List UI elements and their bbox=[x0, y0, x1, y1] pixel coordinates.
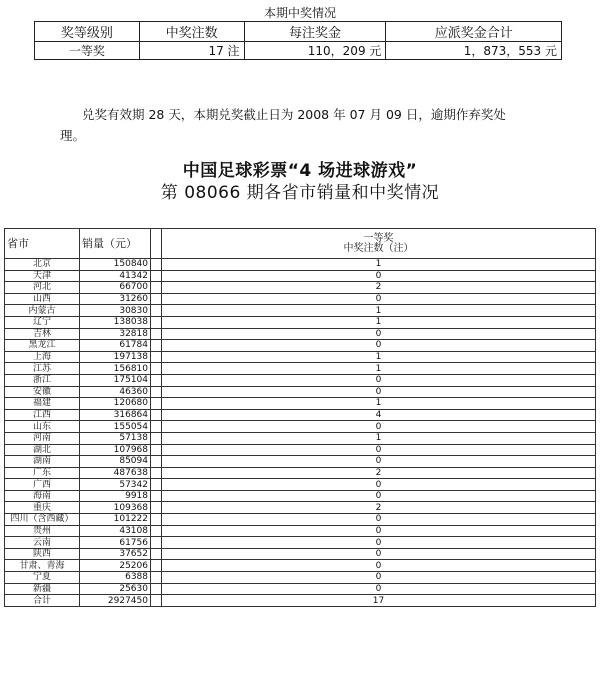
table-row bbox=[5, 572, 596, 584]
table-row bbox=[5, 537, 596, 549]
sales-cell: 66700 bbox=[80, 282, 151, 294]
province-cell: 浙江 bbox=[5, 374, 80, 386]
award-count-cell: 0 bbox=[162, 340, 596, 352]
spacer-cell bbox=[151, 270, 162, 282]
spacer-cell bbox=[151, 305, 162, 317]
header-spacer bbox=[151, 229, 162, 259]
award-count-cell: 0 bbox=[162, 444, 596, 456]
redemption-notice: 兑奖有效期 28 天，本期兑奖截止日为 2008 年 07 月 09 日，逾期作弃奖处理。 bbox=[60, 107, 506, 143]
spacer-cell bbox=[151, 351, 162, 363]
award-count-cell: 0 bbox=[162, 514, 596, 526]
table-row bbox=[5, 595, 596, 607]
province-cell: 黑龙江 bbox=[5, 340, 80, 352]
spacer-cell bbox=[151, 409, 162, 421]
table-row bbox=[5, 560, 596, 572]
province-cell: 江西 bbox=[5, 409, 80, 421]
award-count-cell: 2 bbox=[162, 282, 596, 294]
summary-title: 本期中奖情况 bbox=[263, 6, 336, 20]
sales-cell: 57342 bbox=[80, 479, 151, 491]
spacer-cell bbox=[151, 456, 162, 468]
header-award bbox=[162, 229, 596, 259]
province-cell: 湖北 bbox=[5, 444, 80, 456]
table-row bbox=[5, 363, 596, 375]
award-count-cell: 0 bbox=[162, 270, 596, 282]
page-heading: 中国足球彩票“4 场进球游戏” bbox=[182, 161, 418, 181]
spacer-cell bbox=[151, 293, 162, 305]
summary-level: 一等奖 bbox=[35, 42, 140, 60]
spacer-cell bbox=[151, 490, 162, 502]
award-count-cell: 0 bbox=[162, 537, 596, 549]
sales-cell: 85094 bbox=[80, 456, 151, 468]
sales-cell: 43108 bbox=[80, 525, 151, 537]
sales-cell: 109368 bbox=[80, 502, 151, 514]
table-row bbox=[5, 386, 596, 398]
sales-cell: 25206 bbox=[80, 560, 151, 572]
spacer-cell bbox=[151, 595, 162, 607]
award-count-cell: 1 bbox=[162, 259, 596, 271]
award-count-cell: 17 bbox=[162, 595, 596, 607]
award-count-cell: 1 bbox=[162, 305, 596, 317]
summary-header-level: 奖等级别 bbox=[35, 22, 140, 42]
sales-table bbox=[4, 228, 596, 607]
sales-cell: 101222 bbox=[80, 514, 151, 526]
table-row bbox=[5, 525, 596, 537]
spacer-cell bbox=[151, 328, 162, 340]
province-cell: 甘肃、青海 bbox=[5, 560, 80, 572]
province-cell: 海南 bbox=[5, 490, 80, 502]
table-row bbox=[5, 305, 596, 317]
sales-cell: 120680 bbox=[80, 398, 151, 410]
award-count-cell: 0 bbox=[162, 374, 596, 386]
spacer-cell bbox=[151, 374, 162, 386]
province-cell: 宁夏 bbox=[5, 572, 80, 584]
summary-row bbox=[35, 42, 562, 60]
award-count-cell: 0 bbox=[162, 293, 596, 305]
province-cell: 北京 bbox=[5, 259, 80, 271]
province-cell: 内蒙古 bbox=[5, 305, 80, 317]
sales-cell: 41342 bbox=[80, 270, 151, 282]
spacer-cell bbox=[151, 502, 162, 514]
sales-cell: 150840 bbox=[80, 259, 151, 271]
award-count-cell: 0 bbox=[162, 456, 596, 468]
summary-header-count: 中奖注数 bbox=[139, 22, 244, 42]
sales-cell: 487638 bbox=[80, 467, 151, 479]
sales-cell: 155054 bbox=[80, 421, 151, 433]
table-row bbox=[5, 351, 596, 363]
award-count-cell: 4 bbox=[162, 409, 596, 421]
award-count-cell: 2 bbox=[162, 467, 596, 479]
header-award-title: 一等奖 bbox=[363, 232, 394, 244]
table-row bbox=[5, 502, 596, 514]
table-row bbox=[5, 421, 596, 433]
table-row bbox=[5, 340, 596, 352]
province-cell: 四川（含西藏） bbox=[5, 514, 80, 526]
table-row bbox=[5, 293, 596, 305]
sales-cell: 156810 bbox=[80, 363, 151, 375]
spacer-cell bbox=[151, 259, 162, 271]
spacer-cell bbox=[151, 525, 162, 537]
summary-prize: 110，209 元 bbox=[244, 42, 386, 60]
award-count-cell: 1 bbox=[162, 351, 596, 363]
summary-table bbox=[34, 21, 562, 60]
table-row bbox=[5, 398, 596, 410]
sales-cell: 2927450 bbox=[80, 595, 151, 607]
province-cell: 福建 bbox=[5, 398, 80, 410]
award-count-cell: 0 bbox=[162, 583, 596, 595]
award-count-cell: 0 bbox=[162, 490, 596, 502]
award-count-cell: 0 bbox=[162, 421, 596, 433]
sales-cell: 175104 bbox=[80, 374, 151, 386]
sales-cell: 316864 bbox=[80, 409, 151, 421]
province-cell: 山东 bbox=[5, 421, 80, 433]
sales-cell: 46360 bbox=[80, 386, 151, 398]
spacer-cell bbox=[151, 572, 162, 584]
province-cell: 湖南 bbox=[5, 456, 80, 468]
award-count-cell: 2 bbox=[162, 502, 596, 514]
summary-total: 1，873，553 元 bbox=[386, 42, 562, 60]
spacer-cell bbox=[151, 432, 162, 444]
province-cell: 河北 bbox=[5, 282, 80, 294]
province-cell: 陕西 bbox=[5, 548, 80, 560]
spacer-cell bbox=[151, 363, 162, 375]
table-row bbox=[5, 479, 596, 491]
sales-cell: 57138 bbox=[80, 432, 151, 444]
spacer-cell bbox=[151, 282, 162, 294]
sales-cell: 30830 bbox=[80, 305, 151, 317]
sales-cell: 32818 bbox=[80, 328, 151, 340]
spacer-cell bbox=[151, 479, 162, 491]
province-cell: 江苏 bbox=[5, 363, 80, 375]
award-count-cell: 1 bbox=[162, 363, 596, 375]
spacer-cell bbox=[151, 537, 162, 549]
province-cell: 上海 bbox=[5, 351, 80, 363]
table-row bbox=[5, 374, 596, 386]
table-row bbox=[5, 328, 596, 340]
award-count-cell: 0 bbox=[162, 525, 596, 537]
award-count-cell: 0 bbox=[162, 328, 596, 340]
table-row bbox=[5, 282, 596, 294]
award-count-cell: 0 bbox=[162, 386, 596, 398]
province-cell: 广西 bbox=[5, 479, 80, 491]
table-row bbox=[5, 444, 596, 456]
summary-count: 17 注 bbox=[139, 42, 244, 60]
spacer-cell bbox=[151, 340, 162, 352]
province-cell: 新疆 bbox=[5, 583, 80, 595]
award-count-cell: 0 bbox=[162, 479, 596, 491]
sales-cell: 197138 bbox=[80, 351, 151, 363]
summary-header-total: 应派奖金合计 bbox=[386, 22, 562, 42]
province-cell: 吉林 bbox=[5, 328, 80, 340]
table-row bbox=[5, 270, 596, 282]
table-row bbox=[5, 409, 596, 421]
sales-table-header bbox=[5, 229, 596, 259]
table-row bbox=[5, 467, 596, 479]
spacer-cell bbox=[151, 386, 162, 398]
award-count-cell: 0 bbox=[162, 572, 596, 584]
sales-cell: 138038 bbox=[80, 316, 151, 328]
sales-cell: 25630 bbox=[80, 583, 151, 595]
spacer-cell bbox=[151, 548, 162, 560]
sales-cell: 6388 bbox=[80, 572, 151, 584]
sales-cell: 31260 bbox=[80, 293, 151, 305]
sales-cell: 61784 bbox=[80, 340, 151, 352]
spacer-cell bbox=[151, 514, 162, 526]
table-row bbox=[5, 548, 596, 560]
table-row bbox=[5, 514, 596, 526]
sales-cell: 9918 bbox=[80, 490, 151, 502]
award-count-cell: 0 bbox=[162, 548, 596, 560]
table-row bbox=[5, 316, 596, 328]
page-subheading: 第 08066 期各省市销量和中奖情况 bbox=[160, 183, 440, 203]
table-row bbox=[5, 583, 596, 595]
province-cell: 贵州 bbox=[5, 525, 80, 537]
header-province: 省市 bbox=[5, 229, 80, 259]
spacer-cell bbox=[151, 560, 162, 572]
spacer-cell bbox=[151, 316, 162, 328]
sales-cell: 107968 bbox=[80, 444, 151, 456]
table-row bbox=[5, 456, 596, 468]
province-cell: 云南 bbox=[5, 537, 80, 549]
spacer-cell bbox=[151, 444, 162, 456]
table-row bbox=[5, 490, 596, 502]
header-sales: 销量（元） bbox=[80, 229, 151, 259]
province-cell: 合计 bbox=[5, 595, 80, 607]
award-count-cell: 0 bbox=[162, 560, 596, 572]
header-award-subtitle: 中奖注数（注） bbox=[343, 242, 414, 254]
sales-cell: 37652 bbox=[80, 548, 151, 560]
province-cell: 河南 bbox=[5, 432, 80, 444]
province-cell: 天津 bbox=[5, 270, 80, 282]
award-count-cell: 1 bbox=[162, 432, 596, 444]
summary-header-prize: 每注奖金 bbox=[244, 22, 386, 42]
province-cell: 安徽 bbox=[5, 386, 80, 398]
spacer-cell bbox=[151, 421, 162, 433]
summary-header-row bbox=[35, 22, 562, 42]
spacer-cell bbox=[151, 583, 162, 595]
award-count-cell: 1 bbox=[162, 316, 596, 328]
table-row bbox=[5, 432, 596, 444]
spacer-cell bbox=[151, 467, 162, 479]
table-row bbox=[5, 259, 596, 271]
province-cell: 辽宁 bbox=[5, 316, 80, 328]
province-cell: 山西 bbox=[5, 293, 80, 305]
award-count-cell: 1 bbox=[162, 398, 596, 410]
sales-cell: 61756 bbox=[80, 537, 151, 549]
province-cell: 重庆 bbox=[5, 502, 80, 514]
spacer-cell bbox=[151, 398, 162, 410]
province-cell: 广东 bbox=[5, 467, 80, 479]
